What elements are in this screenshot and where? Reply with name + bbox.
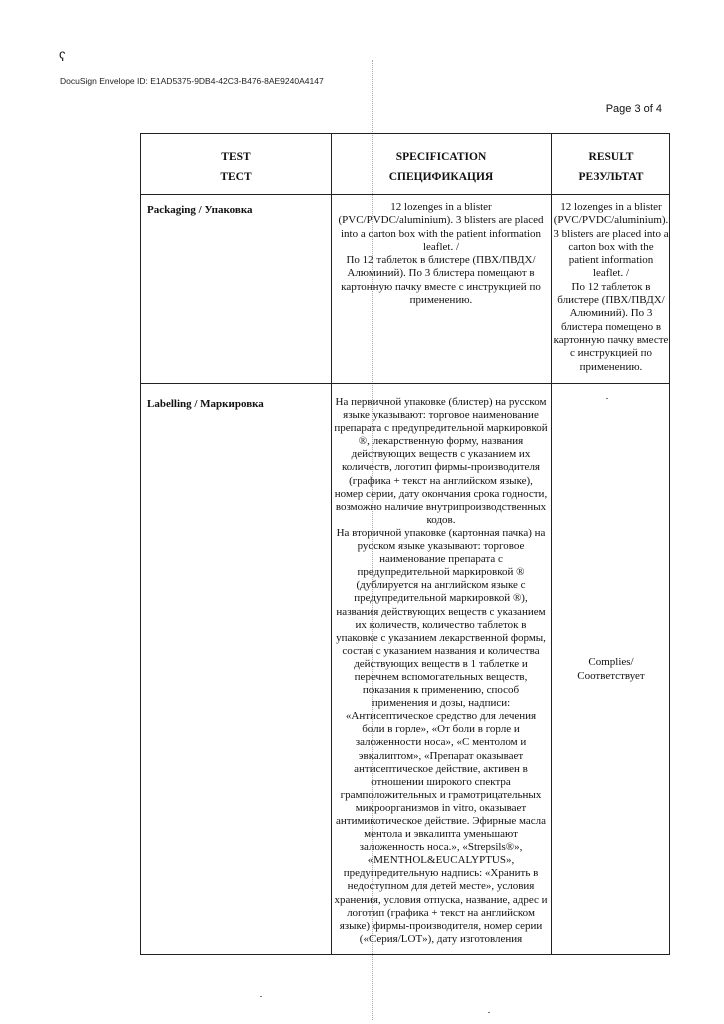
result-text-en: 12 lozenges in a blister (PVC/PVDC/aluminium). 3 blisters are placed into a carton box with the patient information leaflet. / xyxy=(553,201,669,280)
scan-speck xyxy=(260,996,262,997)
header-result-en: RESULT xyxy=(588,151,634,163)
row-packaging-test: Packaging / Упаковка xyxy=(147,204,253,216)
spec-text-en: 12 lozenges in a blister (PVC/PVDC/aluminium). 3 blisters are placed into a carton box with the patient information leaflet. / xyxy=(338,201,544,253)
row-packaging-result xyxy=(553,201,669,374)
header-spec-en: SPECIFICATION xyxy=(395,151,487,163)
row-labelling-test: Labelling / Маркировка xyxy=(147,398,264,410)
page-number: Page 3 of 4 xyxy=(605,103,662,115)
row-divider xyxy=(141,383,669,384)
row-labelling-specification xyxy=(334,396,548,946)
scan-speck xyxy=(606,398,608,399)
result-complies-ru: Соответствует xyxy=(577,669,645,682)
spec-secondary-packaging: На вторичной упаковке (картонная пачка) на русском языке указывают: торговое наименование препарата с предупредительной маркировкой ® (дублируется на английском языке с предупредительной маркировкой ®), названия действующих веществ с указанием их количеств, количество таблеток в упаковке с указанием лекарственной формы, состав с указанием названия и количества действующих веществ в 1 таблетке и перечнем вспомогательных веществ, показания к применению, способ применения и дозы, надписи: «Антисептическое средство для лечения боли в горле», «От боли в горле и заложенности носа», «С ментолом и эвкалиптом», «Препарат оказывает антисептическое действие, активен в отношении широкого спектра грамположительных и грамотрицательных микроорганизмов in vitro, оказывает антимикотическое действие. Эфирные масла ментола и эвкалипта уменьшают заложенность носа.», «Strepsils®», «MENTHOL&EUCALYPTUS», предупредительную надпись: «Хранить в недоступном для детей месте», условия хранения, условия отпуска, название, адрес и логотип (графика + текст на английском языке) фирмы-производителя, номер серии («Серия/LOT»), дату изготовления xyxy=(334,526,548,945)
header-result xyxy=(551,147,670,187)
test-results-table xyxy=(140,133,670,955)
docusign-envelope-id: DocuSign Envelope ID: E1AD5375-9DB4-42C3-B476-8AE9240A4147 xyxy=(60,76,324,86)
header-test-ru: ТЕСТ xyxy=(220,171,252,183)
column-divider xyxy=(331,134,332,954)
scan-speck xyxy=(488,1012,490,1013)
header-row-divider xyxy=(141,194,669,195)
header-specification xyxy=(331,147,551,187)
spec-primary-packaging: На первичной упаковке (блистер) на русском языке указывают: торговое наименование препарата с предупредительной маркировкой ®, лекарственную форму, названия действующих веществ с указанием их количеств, логотип фирмы-производителя (графика + текст на английском языке), номер серии, дату окончания срока годности, возможно наличие внутрипроизводственных кодов. xyxy=(334,396,548,526)
spec-text-ru: По 12 таблеток в блистере (ПВХ/ПВДХ/Алюминий). По 3 блистера помещают в картонную пачку вместе с инструкцией по применению. xyxy=(341,254,541,307)
result-complies-en: Complies/ xyxy=(588,656,634,668)
header-spec-ru: СПЕЦИФИКАЦИЯ xyxy=(388,171,494,183)
result-text-ru: По 12 таблеток в блистере (ПВХ/ПВДХ/Алюминий). По 3 блистера помещено в картонную пачку вместе с инструкцией по применению. xyxy=(553,280,669,373)
header-test-en: TEST xyxy=(221,151,251,163)
handwritten-mark: ʕ xyxy=(59,49,66,64)
row-packaging-specification xyxy=(334,201,548,307)
header-test xyxy=(141,147,331,187)
row-labelling-result xyxy=(553,656,669,683)
header-result-ru: РЕЗУЛЬТАТ xyxy=(578,171,644,183)
column-divider xyxy=(551,134,552,954)
